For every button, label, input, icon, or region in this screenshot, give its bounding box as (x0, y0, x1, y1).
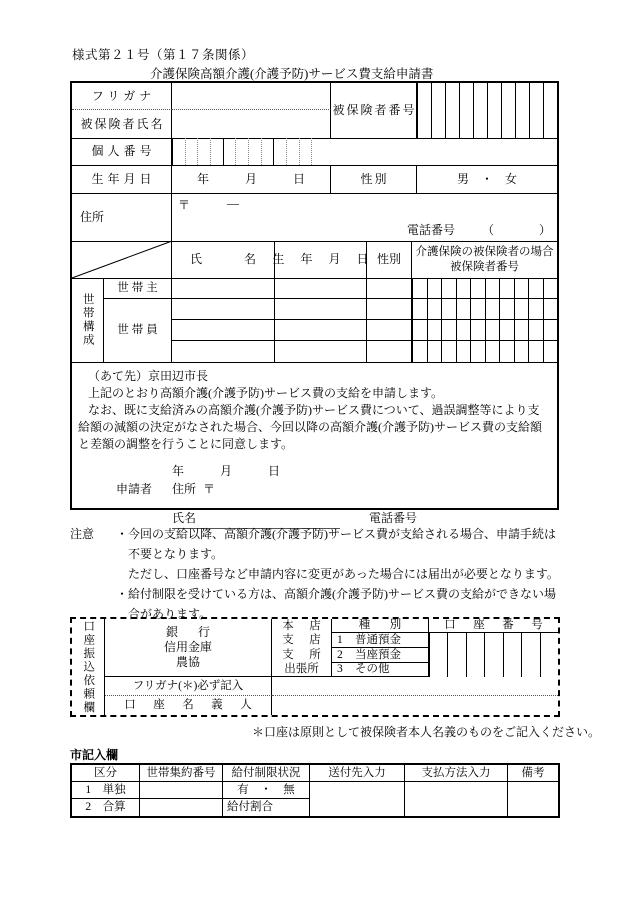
household-insured-number-cell[interactable] (441, 278, 456, 299)
bank-branch-cell[interactable] (272, 619, 332, 677)
city-row1-restriction[interactable]: 有 ・ 無 (223, 782, 310, 799)
bank-branch-line-4: 出張所 (284, 662, 319, 675)
household-insured-number-cell[interactable] (427, 341, 442, 362)
bank-holder-input[interactable] (272, 696, 558, 715)
household-rows[interactable] (172, 278, 557, 362)
household-insured-number-cell[interactable] (543, 278, 558, 299)
bank-institution-line-3: 農協 (175, 655, 200, 669)
note-1-line-2: 不要となります。 (128, 547, 224, 561)
insured-number-cell[interactable] (501, 83, 515, 138)
account-number-cell[interactable] (521, 633, 539, 677)
city-header-4: 支払方法入力 (405, 765, 508, 782)
diagonal-slash-icon (72, 241, 172, 278)
page-title: 介護保険高額介護(介護予防)サービス費支給申請書 (150, 67, 434, 81)
city-use-table (70, 763, 560, 818)
bank-transfer-frame (70, 617, 560, 717)
household-name-cell[interactable] (172, 299, 275, 320)
declaration-addressee: （あて先）京田辺市長 (88, 369, 209, 383)
personal-number-cell[interactable] (311, 138, 324, 165)
household-gender-cell[interactable] (367, 320, 412, 341)
household-col-insured-line1: 介護保険の被保険者の場合 (415, 246, 554, 259)
household-insured-number-cell[interactable] (499, 341, 514, 362)
phone-paren-open: （ (482, 223, 495, 237)
insured-number-cell[interactable] (487, 83, 501, 138)
household-name-cell[interactable] (172, 278, 275, 299)
household-col-name: 氏 名 (172, 241, 275, 278)
household-birthdate-cell[interactable] (275, 320, 367, 341)
personal-number-grid[interactable] (172, 138, 324, 165)
personal-number-label: 個人番号 (72, 138, 172, 165)
applicant-main-frame (70, 81, 559, 525)
personal-number-cell[interactable] (223, 138, 236, 165)
bank-type-1-number: 1 (337, 633, 343, 646)
applicant-label: 申請者 (116, 482, 153, 496)
city-row1-kubun: 1 単独 (72, 782, 140, 799)
phone-label: 電話番号 (407, 223, 456, 237)
personal-number-cell[interactable] (248, 138, 261, 165)
city-row2-household-number[interactable] (140, 799, 223, 816)
household-col-gender: 性別 (367, 241, 412, 278)
personal-number-cell[interactable] (286, 138, 299, 165)
bank-furigana-label: フリガナ(＊)必ず記入 (105, 677, 272, 696)
household-gender-cell[interactable] (367, 341, 412, 362)
household-insured-number-cell[interactable] (499, 299, 514, 320)
notes-label: 注意 (70, 527, 95, 541)
bank-type-header: 種 別 (332, 619, 429, 633)
personal-number-cell[interactable] (185, 138, 198, 165)
insured-name-input[interactable] (172, 110, 331, 138)
household-insured-number-cell[interactable] (485, 341, 500, 362)
household-insured-number-cell[interactable] (470, 278, 485, 299)
personal-number-cell[interactable] (299, 138, 312, 165)
household-corner-cell (72, 241, 172, 278)
household-col-insured-number (412, 241, 557, 278)
bank-type-3-label: その他 (355, 663, 390, 676)
bank-branch-line-3: 支 所 (282, 648, 323, 661)
address-label: 住所 (80, 209, 105, 224)
household-insured-number-cell[interactable] (528, 278, 543, 299)
note-2-line-1: 給付制限を受けている方は、高額介護(介護予防)サービス費の支給ができない場 (128, 587, 556, 601)
city-row2-restriction[interactable]: 給付割合 (223, 799, 310, 816)
bank-furigana-input[interactable] (272, 677, 558, 696)
household-birthdate-cell[interactable] (275, 341, 367, 362)
household-insured-number-cell[interactable] (441, 341, 456, 362)
birthdate-label: 生年月日 (72, 165, 172, 193)
insured-number-cell[interactable] (459, 83, 473, 138)
household-insured-number-cell[interactable] (543, 299, 558, 320)
personal-number-blank (324, 138, 557, 165)
insured-number-cell[interactable] (431, 83, 445, 138)
account-number-cell[interactable] (503, 633, 521, 677)
gender-label: 性別 (331, 165, 417, 193)
household-birthdate-cell[interactable] (275, 278, 367, 299)
declaration-area (72, 362, 557, 525)
household-insured-number-cell[interactable] (441, 320, 456, 341)
applicant-postal-mark: 〒 (203, 482, 216, 496)
city-destination-input[interactable] (310, 782, 405, 816)
note-bullet-icon-2: ・ (116, 587, 129, 601)
furigana-label: フリガナ (72, 83, 172, 110)
gender-options[interactable]: 男 ・ 女 (456, 171, 517, 186)
household-insured-number-cell[interactable] (427, 278, 442, 299)
note-bullet-icon: ・ (116, 527, 129, 541)
bank-account-number-grid[interactable] (429, 633, 558, 677)
household-col-insured-line2: 被保険者番号 (450, 260, 519, 273)
account-number-cell[interactable] (447, 633, 465, 677)
household-insured-number-cell[interactable] (412, 341, 427, 362)
household-birthdate-cell[interactable] (275, 299, 367, 320)
household-name-cell[interactable] (172, 341, 275, 362)
household-insured-number-cell[interactable] (427, 299, 442, 320)
household-insured-number-cell[interactable] (456, 278, 471, 299)
household-insured-number-cell[interactable] (514, 299, 529, 320)
bank-type-option-2[interactable] (332, 648, 429, 663)
personal-number-cell[interactable] (172, 138, 185, 165)
bank-type-option-3[interactable] (332, 663, 429, 677)
city-row1-household-number[interactable] (140, 782, 223, 799)
household-member-label: 世帯員 (104, 299, 172, 362)
insured-number-cell[interactable] (529, 83, 543, 138)
postal-dash: ― (227, 196, 239, 210)
bank-type-1-label: 普通預金 (355, 633, 401, 646)
bank-account-number-header: 口 座 番 号 (429, 619, 558, 633)
address-label-cell (72, 193, 172, 241)
city-header-5: 備考 (508, 765, 558, 782)
applicant-address-label: 住所 (172, 482, 197, 496)
household-head-label: 世帯主 (104, 278, 172, 299)
phone-paren-close: ） (539, 223, 552, 237)
insured-name-label: 被保険者氏名 (72, 110, 172, 138)
household-insured-number-cell[interactable] (528, 341, 543, 362)
household-gender-cell[interactable] (367, 299, 412, 320)
postal-mark: 〒 (178, 198, 191, 212)
notes-section (70, 524, 570, 624)
declaration-date-line[interactable]: 年 月 日 (172, 464, 281, 478)
household-insured-number-cell[interactable] (470, 320, 485, 341)
insured-number-cell[interactable] (417, 83, 431, 138)
note-1-line-3: ただし、口座番号など申請内容に変更があった場合には届出が必要となります。 (128, 567, 559, 581)
insured-number-cell[interactable] (543, 83, 557, 138)
bank-branch-line-2: 支 店 (282, 634, 323, 647)
household-insured-number-cell[interactable] (528, 320, 543, 341)
city-header-3: 送付先入力 (310, 765, 405, 782)
note-item-2 (70, 584, 570, 604)
insured-number-cell[interactable] (515, 83, 529, 138)
bank-institution-cell[interactable] (105, 619, 272, 677)
household-name-cell[interactable] (172, 320, 275, 341)
account-number-cell[interactable] (484, 633, 502, 677)
applicant-name-label: 氏名 (172, 511, 197, 525)
personal-number-cell[interactable] (273, 138, 286, 165)
household-insured-number-cell[interactable] (456, 320, 471, 341)
household-insured-number-cell[interactable] (528, 299, 543, 320)
declaration-line4: と差額の調整を行うことに同意します。 (78, 437, 294, 451)
bank-type-option-1[interactable] (332, 633, 429, 648)
declaration-line1: 上記のとおり高額介護(介護予防)サービス費の支給を申請します。 (88, 386, 444, 400)
insured-number-label: 被保険者番号 (331, 83, 417, 138)
household-insured-number-cell[interactable] (514, 320, 529, 341)
household-insured-number-cell[interactable] (412, 299, 427, 320)
note-1-line-1: 今回の支給以降、高額介護(介護予防)サービス費が支給される場合、申請手続は (128, 527, 556, 541)
bank-institution-line-1: 銀 行 (165, 625, 214, 639)
household-insured-number-cell[interactable] (485, 320, 500, 341)
city-header-0: 区分 (72, 765, 140, 782)
household-insured-number-cell[interactable] (543, 341, 558, 362)
personal-number-cell[interactable] (261, 138, 274, 165)
birthdate-input[interactable]: 年 月 日 (172, 165, 331, 193)
household-insured-number-cell[interactable] (470, 299, 485, 320)
furigana-input[interactable] (172, 83, 331, 110)
insured-number-cell[interactable] (473, 83, 487, 138)
household-insured-number-cell[interactable] (412, 320, 427, 341)
personal-number-cell[interactable] (210, 138, 223, 165)
household-insured-number-cell[interactable] (543, 320, 558, 341)
household-group-label: 世帯構成 (72, 278, 104, 362)
bank-holder-label: 口 座 名 義 人 (105, 696, 272, 715)
household-insured-number-cell[interactable] (412, 278, 427, 299)
household-insured-number-cell[interactable] (499, 320, 514, 341)
household-insured-number-cell[interactable] (456, 341, 471, 362)
form-number: 様式第２１号（第１７条関係） (72, 48, 255, 62)
city-payment-method-input[interactable] (405, 782, 508, 816)
declaration-line2: なお、既に支給済みの高額介護(介護予防)サービス費について、過誤調整等により支 (88, 403, 540, 417)
bank-institution-line-2: 信用金庫 (163, 640, 212, 654)
insured-number-cell[interactable] (445, 83, 459, 138)
applicant-phone-label: 電話番号 (369, 511, 418, 525)
bank-branch-line-1: 本 店 (282, 619, 323, 632)
city-row2-kubun: 2 合算 (72, 799, 140, 816)
personal-number-cell[interactable] (235, 138, 248, 165)
address-input-area[interactable] (172, 193, 557, 241)
household-insured-number-cell[interactable] (485, 299, 500, 320)
bank-type-2-label: 当座預金 (355, 648, 401, 661)
household-gender-cell[interactable] (367, 278, 412, 299)
household-col-birthdate: 生 年 月 日 (275, 241, 367, 278)
account-number-cell[interactable] (429, 633, 447, 677)
city-remarks-input[interactable] (508, 782, 558, 816)
household-insured-number-cell[interactable] (441, 299, 456, 320)
household-insured-number-cell[interactable] (427, 320, 442, 341)
insured-number-grid[interactable] (417, 83, 557, 138)
household-insured-number-cell[interactable] (470, 341, 485, 362)
household-insured-number-cell[interactable] (485, 278, 500, 299)
account-number-cell[interactable] (540, 633, 558, 677)
city-header-1: 世帯集約番号 (140, 765, 223, 782)
household-insured-number-cell[interactable] (514, 341, 529, 362)
account-number-cell[interactable] (466, 633, 484, 677)
personal-number-cell[interactable] (197, 138, 210, 165)
bank-side-label: 口座振込依頼欄 (72, 619, 105, 715)
city-header-2: 給付制限状況 (223, 765, 310, 782)
city-section-title: 市記入欄 (70, 748, 119, 762)
bank-type-2-number: 2 (337, 648, 343, 661)
declaration-line3: 給額の減額の決定がなされた場合、今回以降の高額介護(介護予防)サービス費の支給額 (78, 420, 542, 434)
notes-label-spacer (70, 584, 116, 604)
note-2-line-2: 合があります。 (128, 607, 212, 621)
bank-type-3-number: 3 (337, 663, 343, 676)
note-item-1 (70, 524, 570, 544)
bank-footnote: ＊口座は原則として被保険者本人名義のものをご記入ください。 (252, 725, 601, 739)
household-insured-number-cell[interactable] (514, 278, 529, 299)
household-insured-number-cell[interactable] (456, 299, 471, 320)
household-insured-number-cell[interactable] (499, 278, 514, 299)
